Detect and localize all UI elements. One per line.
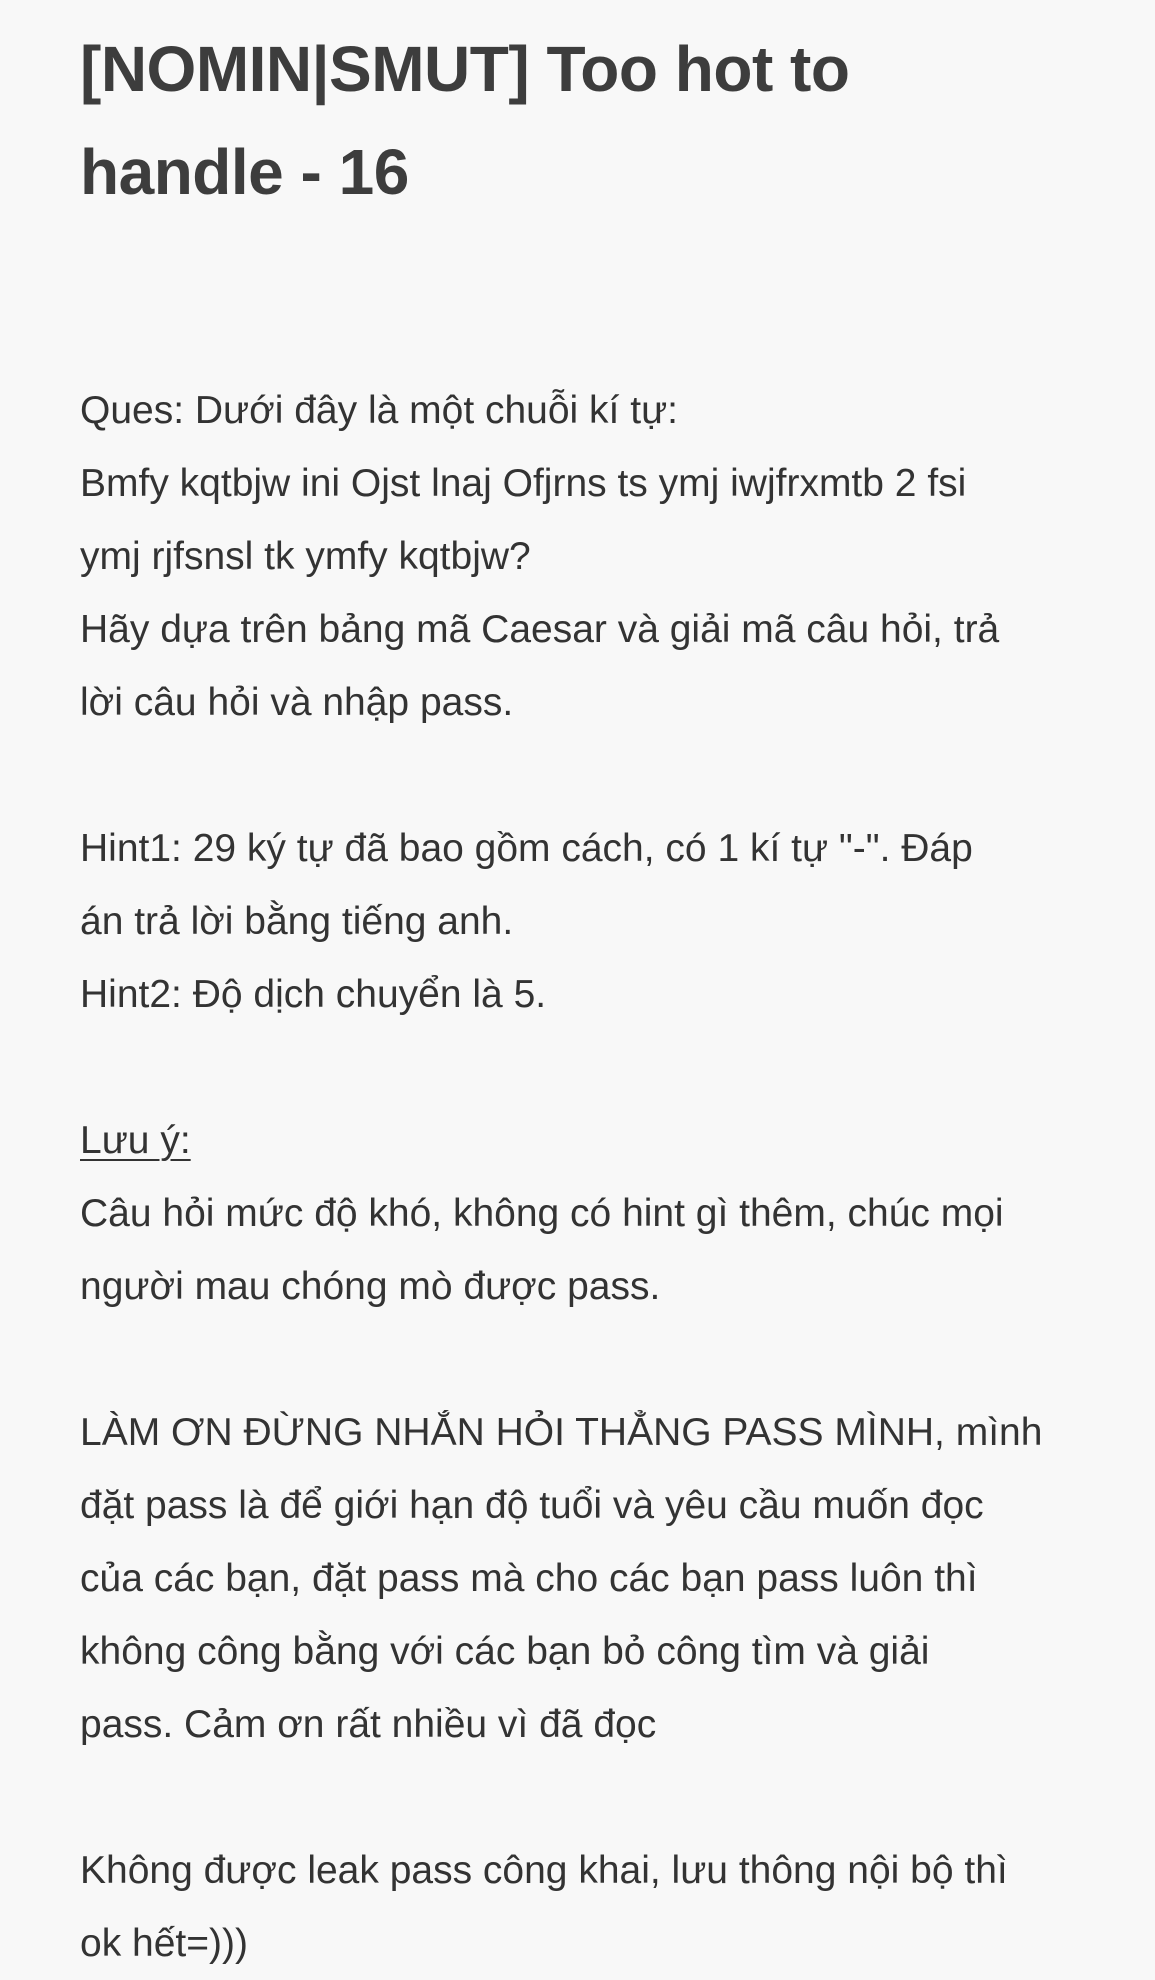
article-body — [80, 374, 1120, 1980]
cipher-text: Bmfy kqtbjw ini Ojst lnaj Ofjrns ts ymj iwjfrxmtb 2 fsi — [80, 462, 967, 505]
note-heading: Lưu ý: — [80, 1119, 191, 1162]
request-text: của các bạn, đặt pass mà cho các bạn pass luôn thì — [80, 1557, 978, 1600]
request-text: đặt pass là để giới hạn độ tuổi và yêu cầu muốn đọc — [80, 1484, 984, 1527]
request-text: không công bằng với các bạn bỏ công tìm và giải — [80, 1630, 930, 1673]
spacer — [80, 1323, 1120, 1396]
article — [80, 18, 1120, 1980]
spacer — [80, 1031, 1120, 1104]
page-title-line: [NOMIN|SMUT] Too hot to — [80, 33, 850, 105]
instruction-text: Hãy dựa trên bảng mã Caesar và giải mã câu hỏi, trả — [80, 608, 1000, 651]
note-text: người mau chóng mò được pass. — [80, 1265, 661, 1308]
warning-text: Không được leak pass công khai, lưu thông nội bộ thì — [80, 1849, 1008, 1892]
warning-text: ok hết=))) — [80, 1922, 248, 1965]
question-section — [80, 374, 1120, 739]
question-intro: Ques: Dưới đây là một chuỗi kí tự: — [80, 389, 679, 432]
page-title-line: handle - 16 — [80, 136, 409, 208]
request-text: pass. Cảm ơn rất nhiều vì đã đọc — [80, 1703, 657, 1746]
cipher-text: ymj rjfsnsl tk ymfy kqtbjw? — [80, 535, 531, 578]
request-text: LÀM ƠN ĐỪNG NHẮN HỎI THẲNG PASS MÌNH, mình — [80, 1411, 1043, 1454]
hint-2: Hint2: Độ dịch chuyển là 5. — [80, 973, 547, 1016]
spacer — [80, 1761, 1120, 1834]
warning-section — [80, 1834, 1120, 1980]
request-section — [80, 1396, 1120, 1761]
hint-1: án trả lời bằng tiếng anh. — [80, 900, 514, 943]
spacer — [80, 739, 1120, 812]
page-title — [80, 18, 1120, 224]
hints-section — [80, 812, 1120, 1031]
note-section — [80, 1104, 1120, 1323]
note-text: Câu hỏi mức độ khó, không có hint gì thêm, chúc mọi — [80, 1192, 1004, 1235]
instruction-text: lời câu hỏi và nhập pass. — [80, 681, 514, 724]
hint-1: Hint1: 29 ký tự đã bao gồm cách, có 1 kí tự "-". Đáp — [80, 827, 973, 870]
